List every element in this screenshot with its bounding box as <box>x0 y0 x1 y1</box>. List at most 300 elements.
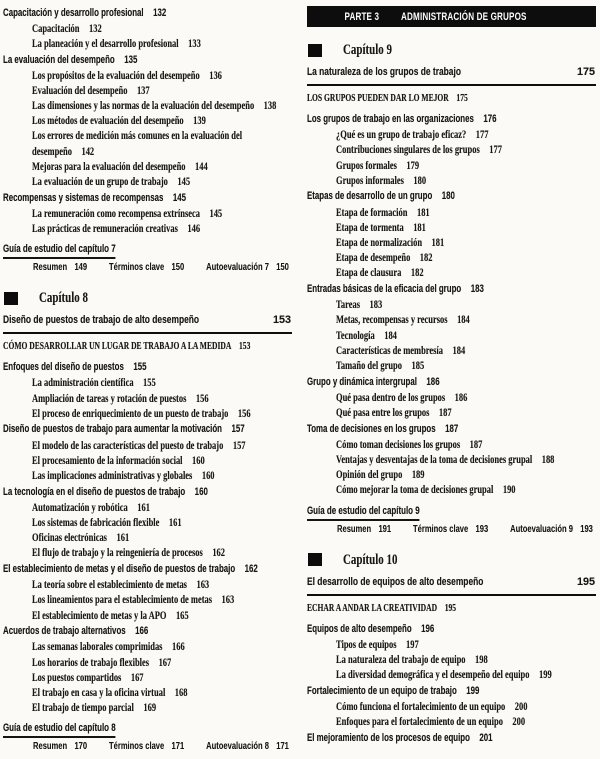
toc-entry <box>307 173 596 188</box>
toc-entry <box>307 111 596 127</box>
toc-entry-text: Cómo toman decisiones los grupos <box>336 437 461 451</box>
chapter-heading <box>307 550 596 570</box>
page-number: 139 <box>193 114 206 128</box>
study-guide-item-label: Términos clave <box>413 523 469 535</box>
toc-entry <box>307 220 596 235</box>
toc-entry-wrap <box>32 438 246 453</box>
toc-entry-text: Las implicaciones administrativas y globales <box>32 468 193 482</box>
page-number: 187 <box>445 422 459 435</box>
toc-entry <box>3 577 292 592</box>
toc-entry <box>307 452 596 467</box>
toc-entry-wrap <box>32 700 156 715</box>
page-number: 185 <box>411 358 425 372</box>
page-number: 155 <box>143 376 156 390</box>
page-number: 163 <box>221 593 235 607</box>
toc-entry <box>307 142 596 157</box>
page-number: 163 <box>196 578 210 592</box>
toc-entry-wrap <box>336 127 488 142</box>
chapter-label-wrap <box>343 551 397 569</box>
toc-entry-wrap <box>3 421 245 437</box>
toc-entry-text: Las dimensiones y las normas de la evaluación del desempeño <box>32 99 255 112</box>
study-guide-heading-wrap <box>307 504 420 519</box>
study-guide-item <box>337 524 391 535</box>
toc-entry-wrap <box>32 375 156 390</box>
page-number: 133 <box>188 36 201 50</box>
toc-entry <box>307 127 596 142</box>
page-number: 160 <box>194 485 208 498</box>
toc-entry-text: La diversidad demográfica y el desempeño del equipo <box>336 668 530 682</box>
toc-entry-text: Tecnología <box>336 328 375 342</box>
toc-entry <box>307 265 596 280</box>
toc-entry-wrap <box>336 667 552 682</box>
toc-entry-text: Los lineamientos para el establecimiento de metas <box>32 593 213 607</box>
toc-entry-text: Enfoques para el fortalecimiento de un equipo <box>336 715 503 729</box>
toc-entry-wrap <box>336 312 470 327</box>
page-number: 186 <box>454 390 468 404</box>
page-number: 144 <box>194 159 208 173</box>
toc-entry <box>3 484 292 500</box>
toc-entry-text: Acuerdos de trabajo alternativos <box>3 625 126 638</box>
toc-entry <box>3 359 292 375</box>
toc-entry <box>307 312 596 327</box>
page-number: 145 <box>177 175 191 189</box>
toc-entry-text: La teoría sobre el establecimiento de metas <box>32 578 187 592</box>
toc-entry <box>3 655 292 670</box>
chapter-title-page: 195 <box>576 575 595 588</box>
toc-entry-wrap <box>32 406 251 421</box>
page-number: 177 <box>489 143 502 157</box>
toc-entry <box>3 608 292 623</box>
toc-entry <box>3 406 292 421</box>
toc-entry-text-line1 <box>3 128 292 143</box>
toc-entry-text: Qué pasa entre los grupos <box>336 405 430 419</box>
toc-entry-text: El modelo de las características del puesto de trabajo <box>32 438 224 452</box>
toc-entry <box>307 621 596 637</box>
page-number: 155 <box>133 361 147 374</box>
toc-entry-text: El proceso de enriquecimiento de un puesto de trabajo <box>32 406 229 420</box>
toc-entry-wrap <box>32 655 171 670</box>
page-number: 180 <box>413 173 427 187</box>
chapter-title-text: Diseño de puestos de trabajo de alto desempeño <box>3 314 200 327</box>
toc-entry <box>307 328 596 343</box>
toc-entry <box>3 221 292 236</box>
page-number: 167 <box>130 670 144 684</box>
toc-entry-wrap <box>307 281 484 297</box>
toc-entry-wrap <box>336 297 382 312</box>
toc-entry-wrap <box>336 265 424 280</box>
study-guide-label: Guía de estudio del capítulo 8 <box>3 722 116 738</box>
page-number: 201 <box>479 731 493 744</box>
toc-entry <box>307 467 596 482</box>
toc-entry <box>3 159 292 174</box>
toc-entry-text: Fortalecimiento de un equipo de trabajo <box>307 684 457 697</box>
page-number: 199 <box>466 684 480 697</box>
study-guide-heading <box>307 504 596 519</box>
toc-entry <box>307 667 596 682</box>
toc-entry-wrap <box>32 453 205 468</box>
toc-entry-text: Grupos formales <box>336 158 397 172</box>
page-number: 193 <box>580 523 593 535</box>
chapter-label: Capítulo 8 <box>39 290 88 307</box>
toc-entry-text: Oficinas electrónicas <box>32 531 107 545</box>
page-number: 146 <box>187 222 201 236</box>
toc-entry-wrap <box>336 142 502 157</box>
toc-entry <box>3 670 292 685</box>
page-number: 181 <box>431 235 445 249</box>
toc-entry <box>3 623 292 639</box>
toc-entry <box>307 297 596 312</box>
toc-entry-wrap <box>336 637 419 652</box>
toc-entry-wrap <box>32 545 225 560</box>
page-number: 150 <box>171 262 185 274</box>
toc-entry <box>307 343 596 358</box>
toc-entry-text: Tipos de equipos <box>336 637 397 651</box>
toc-entry-wrap <box>336 328 397 343</box>
page-number: 183 <box>369 298 383 312</box>
section-main-heading-wrap <box>3 339 250 354</box>
toc-entry <box>3 21 292 36</box>
toc-entry-wrap <box>336 405 452 420</box>
toc-entry-text: Las semanas laborales comprimidas <box>32 640 163 654</box>
toc-entry-wrap <box>307 111 497 127</box>
toc-entry-wrap <box>336 699 527 714</box>
toc-entry-text: La planeación y el desarrollo profesional <box>32 36 179 50</box>
toc-entry <box>307 188 596 204</box>
toc-entry-text: El trabajo en casa y la oficina virtual <box>32 685 166 699</box>
page-number: 160 <box>201 468 215 482</box>
toc-entry-text: Los sistemas de fabricación flexible <box>32 515 160 529</box>
toc-entry-text: Ventajas y desventajas de la toma de decisiones grupal <box>336 452 533 466</box>
page-number: 167 <box>158 655 172 669</box>
toc-entry-continuation <box>3 144 292 159</box>
toc-entry-wrap <box>32 221 200 236</box>
page-number: 156 <box>237 406 251 420</box>
bullet-square-icon <box>308 553 322 566</box>
right-column <box>307 4 596 759</box>
section-main-heading <box>3 339 292 354</box>
toc-entry <box>307 714 596 729</box>
toc-entry-text: Entradas básicas de la eficacia del grupo <box>307 283 462 296</box>
study-guide-items <box>3 740 292 754</box>
toc-entry <box>3 36 292 51</box>
study-guide-item <box>33 741 87 752</box>
page-number: 161 <box>137 500 150 514</box>
toc-entry-text: Cómo funciona el fortalecimiento de un equipo <box>336 699 506 713</box>
toc-entry-text: Etapa de desempeño <box>336 251 411 265</box>
page-number: 188 <box>541 452 555 466</box>
toc-entry-text: El mejoramiento de los procesos de equipo <box>307 731 470 744</box>
page-number: 195 <box>444 601 457 614</box>
toc-entry-text: Grupo y dinámica intergrupal <box>307 375 417 388</box>
page-number: 171 <box>276 741 289 753</box>
study-guide-item-label: Autoevaluación 9 <box>510 523 573 535</box>
study-guide-label: Guía de estudio del capítulo 9 <box>307 505 420 521</box>
toc-entry-wrap <box>32 608 189 623</box>
toc-entry-text: Etapa de clausura <box>336 266 402 280</box>
toc-entry <box>3 391 292 406</box>
toc-entry-text: Ampliación de tareas y rotación de puestos <box>32 391 187 405</box>
chapter-heading <box>307 40 596 60</box>
chapter-heading <box>3 288 292 308</box>
page-number: 136 <box>209 68 222 82</box>
toc-entry-text: El establecimiento de metas y el diseño de puestos de trabajo <box>3 563 236 576</box>
toc-entry <box>3 438 292 453</box>
page-number: 157 <box>231 423 245 436</box>
toc-entry-text: Contribuciones singulares de los grupos <box>336 143 480 157</box>
toc-entry <box>3 52 292 68</box>
toc-entry-text: Metas, recompensas y recursos <box>336 313 448 327</box>
toc-entry <box>3 561 292 577</box>
toc-entry-wrap <box>32 98 276 113</box>
toc-entry-text: Equipos de alto desempeño <box>307 622 412 635</box>
part-banner-text <box>307 11 527 23</box>
toc-entry <box>3 375 292 390</box>
toc-entry-wrap <box>336 205 430 220</box>
toc-entry-wrap <box>307 730 493 746</box>
page-number: 198 <box>475 652 488 666</box>
toc-entry <box>3 421 292 437</box>
toc-entry-wrap <box>336 220 426 235</box>
page-number: 150 <box>276 262 289 274</box>
page-number: 171 <box>171 741 185 753</box>
toc-entry <box>307 281 596 297</box>
toc-entry-text: Las prácticas de remuneración creativas <box>32 222 178 236</box>
study-guide-items-wrap <box>337 523 593 537</box>
page-number: 184 <box>452 343 466 357</box>
study-guide-heading-wrap <box>3 242 116 257</box>
study-guide-heading-wrap <box>3 721 116 736</box>
toc-entry <box>307 158 596 173</box>
toc-entry-wrap <box>3 190 186 206</box>
left-column <box>3 4 292 759</box>
toc-entry <box>3 500 292 515</box>
toc-entry <box>3 5 292 21</box>
bullet-square-icon <box>308 44 322 57</box>
toc-entry-wrap <box>32 36 201 51</box>
study-guide-heading <box>3 242 292 257</box>
page-number: 200 <box>514 699 528 713</box>
section-main-heading-text: CÓMO DESARROLLAR UN LUGAR DE TRABAJO A LA MEDIDA <box>3 340 232 353</box>
page-number: 162 <box>212 546 226 560</box>
toc-entry <box>3 515 292 530</box>
toc-entry-text: Etapa de normalización <box>336 235 423 249</box>
study-guide-items <box>3 261 292 275</box>
toc-entry-wrap <box>336 358 424 373</box>
toc-entry <box>307 250 596 265</box>
toc-entry <box>3 639 292 654</box>
toc-entry <box>307 637 596 652</box>
page-number: 184 <box>457 313 470 327</box>
page-number: 145 <box>209 206 223 220</box>
page-number: 168 <box>174 685 188 699</box>
toc-entry <box>307 437 596 452</box>
section-main-heading-text: LOS GRUPOS PUEDEN DAR LO MEJOR <box>307 92 449 104</box>
toc-entry-text: Cómo mejorar la toma de decisiones grupal <box>336 483 494 497</box>
page-number: 169 <box>143 701 157 715</box>
page-number: 161 <box>116 531 130 545</box>
chapter-label: Capítulo 10 <box>343 551 398 568</box>
chapter-title-text: La naturaleza de los grupos de trabajo <box>307 66 461 78</box>
toc-entry-wrap <box>32 113 206 128</box>
bullet-square-icon <box>4 292 18 305</box>
toc-entry <box>307 652 596 667</box>
toc-entry-text: desempeño <box>32 144 72 158</box>
toc-entry-text: La evaluación del desempeño <box>3 53 115 66</box>
toc-entry-text: Recompensas y sistemas de recompensas <box>3 191 164 204</box>
toc-entry <box>3 592 292 607</box>
section-main-heading-wrap <box>307 91 468 106</box>
toc-entry <box>307 390 596 405</box>
toc-entry-wrap <box>336 173 426 188</box>
toc-entry-text: Etapa de formación <box>336 205 408 219</box>
study-guide-item-label: Resumen <box>33 741 68 753</box>
toc-entry <box>307 482 596 497</box>
toc-entry-text: Etapas de desarrollo de un grupo <box>307 190 433 203</box>
chapter-title <box>307 575 596 596</box>
page-number: 137 <box>136 83 150 97</box>
toc-entry-text: Automatización y robótica <box>32 500 128 514</box>
page-number: 182 <box>419 251 433 265</box>
toc-entry <box>3 545 292 560</box>
toc-entry-text: La evaluación de un grupo de trabajo <box>32 175 168 189</box>
toc-entry <box>307 421 596 437</box>
toc-entry-wrap <box>336 467 425 482</box>
study-guide-item <box>206 262 289 273</box>
toc-entry-text: Los horarios de trabajo flexibles <box>32 655 150 669</box>
toc-entry-text: La naturaleza del trabajo de equipo <box>336 652 466 666</box>
toc-entry-wrap <box>32 68 222 83</box>
page-number: 161 <box>168 515 182 529</box>
toc-entry-text: Evaluación del desempeño <box>32 83 128 97</box>
page-number: 138 <box>263 99 277 112</box>
page-number: 156 <box>195 391 209 405</box>
toc-entry <box>307 374 596 390</box>
page-number: 191 <box>378 523 392 535</box>
toc-entry-wrap <box>32 391 209 406</box>
page-number: 165 <box>175 608 189 622</box>
page-number: 187 <box>438 405 452 419</box>
toc-entry-wrap <box>32 515 182 530</box>
page-number: 181 <box>413 220 426 234</box>
toc-entry-text: La administración científica <box>32 376 134 390</box>
chapter-title <box>307 65 596 86</box>
chapter-label-wrap <box>39 289 88 307</box>
page-number: 142 <box>81 144 95 158</box>
toc-entry-wrap <box>3 52 137 68</box>
page-number: 135 <box>124 53 138 66</box>
toc-entry-wrap <box>336 390 467 405</box>
toc-entry-wrap <box>32 685 187 700</box>
study-guide-items-wrap <box>33 261 289 275</box>
toc-entry-wrap <box>32 159 208 174</box>
toc-entry-wrap <box>32 639 185 654</box>
toc-entry-text: Diseño de puestos de trabajo para aumentar la motivación <box>3 423 222 436</box>
toc-entry <box>307 683 596 699</box>
toc-entry-text: Los propósitos de la evaluación del desempeño <box>32 68 200 82</box>
study-guide-items <box>307 523 596 537</box>
toc-entry-wrap <box>32 530 129 545</box>
study-guide-heading <box>3 721 292 736</box>
toc-entry-wrap <box>32 174 190 189</box>
page-number: 162 <box>244 563 258 576</box>
toc-entry <box>3 190 292 206</box>
page-number: 196 <box>421 622 435 635</box>
page-number: 180 <box>441 190 455 203</box>
toc-entry-wrap <box>3 623 148 639</box>
toc-entry-text: Tareas <box>336 298 360 312</box>
toc-entry-wrap <box>3 484 208 500</box>
page-number: 149 <box>74 262 88 274</box>
study-guide-item <box>510 524 593 535</box>
toc-entry-wrap <box>336 158 419 173</box>
toc-entry-wrap <box>32 500 150 515</box>
page-number: 189 <box>411 468 425 482</box>
toc-entry <box>3 530 292 545</box>
toc-entry-wrap <box>32 83 150 98</box>
toc-entry-text: Etapa de tormenta <box>336 220 404 234</box>
section-main-heading <box>307 91 596 106</box>
page-number: 197 <box>406 637 419 651</box>
toc-entry-text: Capacitación <box>32 21 80 35</box>
toc-entry-wrap <box>32 577 209 592</box>
toc-entry-wrap <box>32 468 215 483</box>
toc-entry <box>3 83 292 98</box>
page-number: 182 <box>410 266 424 280</box>
study-guide-item-label: Autoevaluación 7 <box>206 262 269 274</box>
toc-entry-text: El flujo de trabajo y la reingeniería de procesos <box>32 546 203 560</box>
part-banner-label: PARTE 3 <box>344 10 380 23</box>
toc-entry-wrap <box>336 250 432 265</box>
study-guide-item-label: Autoevaluación 8 <box>206 741 269 753</box>
study-guide-item <box>413 524 488 535</box>
study-guide-item <box>109 262 184 273</box>
page-number: 186 <box>426 375 440 388</box>
toc-entry-text: Los grupos de trabajo en las organizaciones <box>307 113 474 125</box>
toc-entry <box>307 205 596 220</box>
page-number: 187 <box>469 437 483 451</box>
toc-entry-text: La tecnología en el diseño de puestos de trabajo <box>3 485 186 498</box>
toc-entry <box>3 453 292 468</box>
study-guide-items-wrap <box>33 740 289 754</box>
toc-entry-wrap <box>307 621 434 637</box>
toc-entry-text: El procesamiento de la información social <box>32 453 183 467</box>
toc-entry <box>307 730 596 746</box>
page-number: 166 <box>171 640 185 654</box>
toc-entry-wrap <box>32 144 94 159</box>
toc-entry-text: Tamaño del grupo <box>336 358 403 372</box>
chapter-title-text: El desarrollo de equipos de alto desempeño <box>307 575 484 588</box>
study-guide-item <box>206 741 289 752</box>
page-number: 200 <box>512 715 526 729</box>
page-number: 181 <box>416 205 430 219</box>
section-main-heading-text: ECHAR A ANDAR LA CREATIVIDAD <box>307 601 438 614</box>
toc-entry-wrap <box>307 683 479 699</box>
toc-entry-wrap <box>3 359 147 375</box>
toc-entry-text: Qué pasa dentro de los grupos <box>336 390 446 404</box>
toc-entry-wrap <box>32 592 234 607</box>
toc-entry <box>3 685 292 700</box>
toc-entry-wrap <box>3 5 166 21</box>
toc-entry-wrap <box>336 235 444 250</box>
page-number: 199 <box>538 668 552 682</box>
toc-entry <box>307 358 596 373</box>
page-number: 177 <box>475 128 489 142</box>
toc-entry-text: ¿Qué es un grupo de trabajo eficaz? <box>336 128 467 142</box>
toc-entry-text: Capacitación y desarrollo profesional <box>3 6 144 19</box>
study-guide-item-label: Términos clave <box>109 741 165 753</box>
toc-entry-wrap <box>32 670 144 685</box>
toc-entry-text: Características de membresía <box>336 343 444 357</box>
